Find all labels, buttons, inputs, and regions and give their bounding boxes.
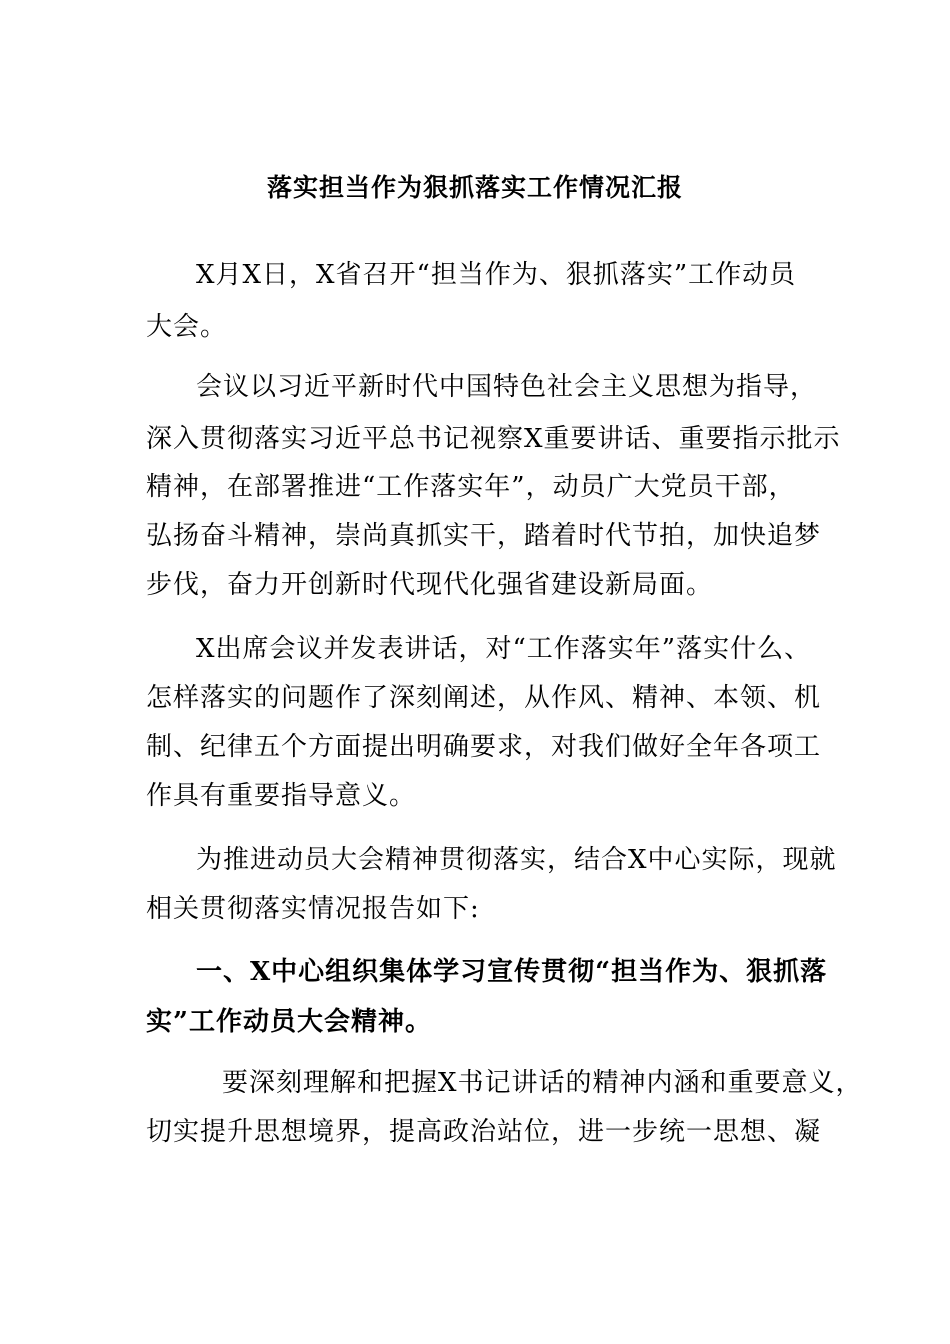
paragraph-line: 要深刻理解和把握X书记讲话的精神内涵和重要意义， bbox=[222, 1068, 863, 1098]
paragraph-line: 精神，在部署推进“工作落实年”，动员广大党员干部， bbox=[146, 472, 796, 502]
paragraph-line: X月X日，X省召开“担当作为、狠抓落实”工作动员 bbox=[196, 260, 797, 290]
section-heading-line: 实”工作动员大会精神。 bbox=[146, 1007, 432, 1037]
paragraph-line: 相关贯彻落实情况报告如下: bbox=[146, 894, 480, 924]
paragraph-line: 为推进动员大会精神贯彻落实，结合X中心实际，现就 bbox=[196, 845, 837, 875]
paragraph-line: 大会。 bbox=[146, 312, 228, 342]
paragraph-line: X出席会议并发表讲话，对“工作落实年”落实什么、 bbox=[196, 634, 812, 664]
paragraph-line: 作具有重要指导意义。 bbox=[146, 781, 417, 811]
paragraph-line: 弘扬奋斗精神，崇尚真抓实干，踏着时代节拍，加快追梦 bbox=[146, 521, 822, 551]
paragraph-line: 深入贯彻落实习近平总书记视察X重要讲话、重要指示批示 bbox=[146, 424, 841, 454]
paragraph-line: 制、纪律五个方面提出明确要求，对我们做好全年各项工 bbox=[146, 732, 822, 762]
paragraph-line: 切实提升思想境界，提高政治站位，进一步统一思想、凝 bbox=[146, 1117, 822, 1147]
paragraph-line: 怎样落实的问题作了深刻阐述，从作风、精神、本领、机 bbox=[146, 683, 822, 713]
document-title: 落实担当作为狠抓落实工作情况汇报 bbox=[266, 173, 683, 202]
paragraph-line: 会议以习近平新时代中国特色社会主义思想为指导， bbox=[196, 372, 818, 402]
paragraph-line: 步伐，奋力开创新时代现代化强省建设新局面。 bbox=[146, 570, 714, 600]
section-heading-line: 一、X中心组织集体学习宣传贯彻“担当作为、狠抓落 bbox=[196, 957, 828, 987]
